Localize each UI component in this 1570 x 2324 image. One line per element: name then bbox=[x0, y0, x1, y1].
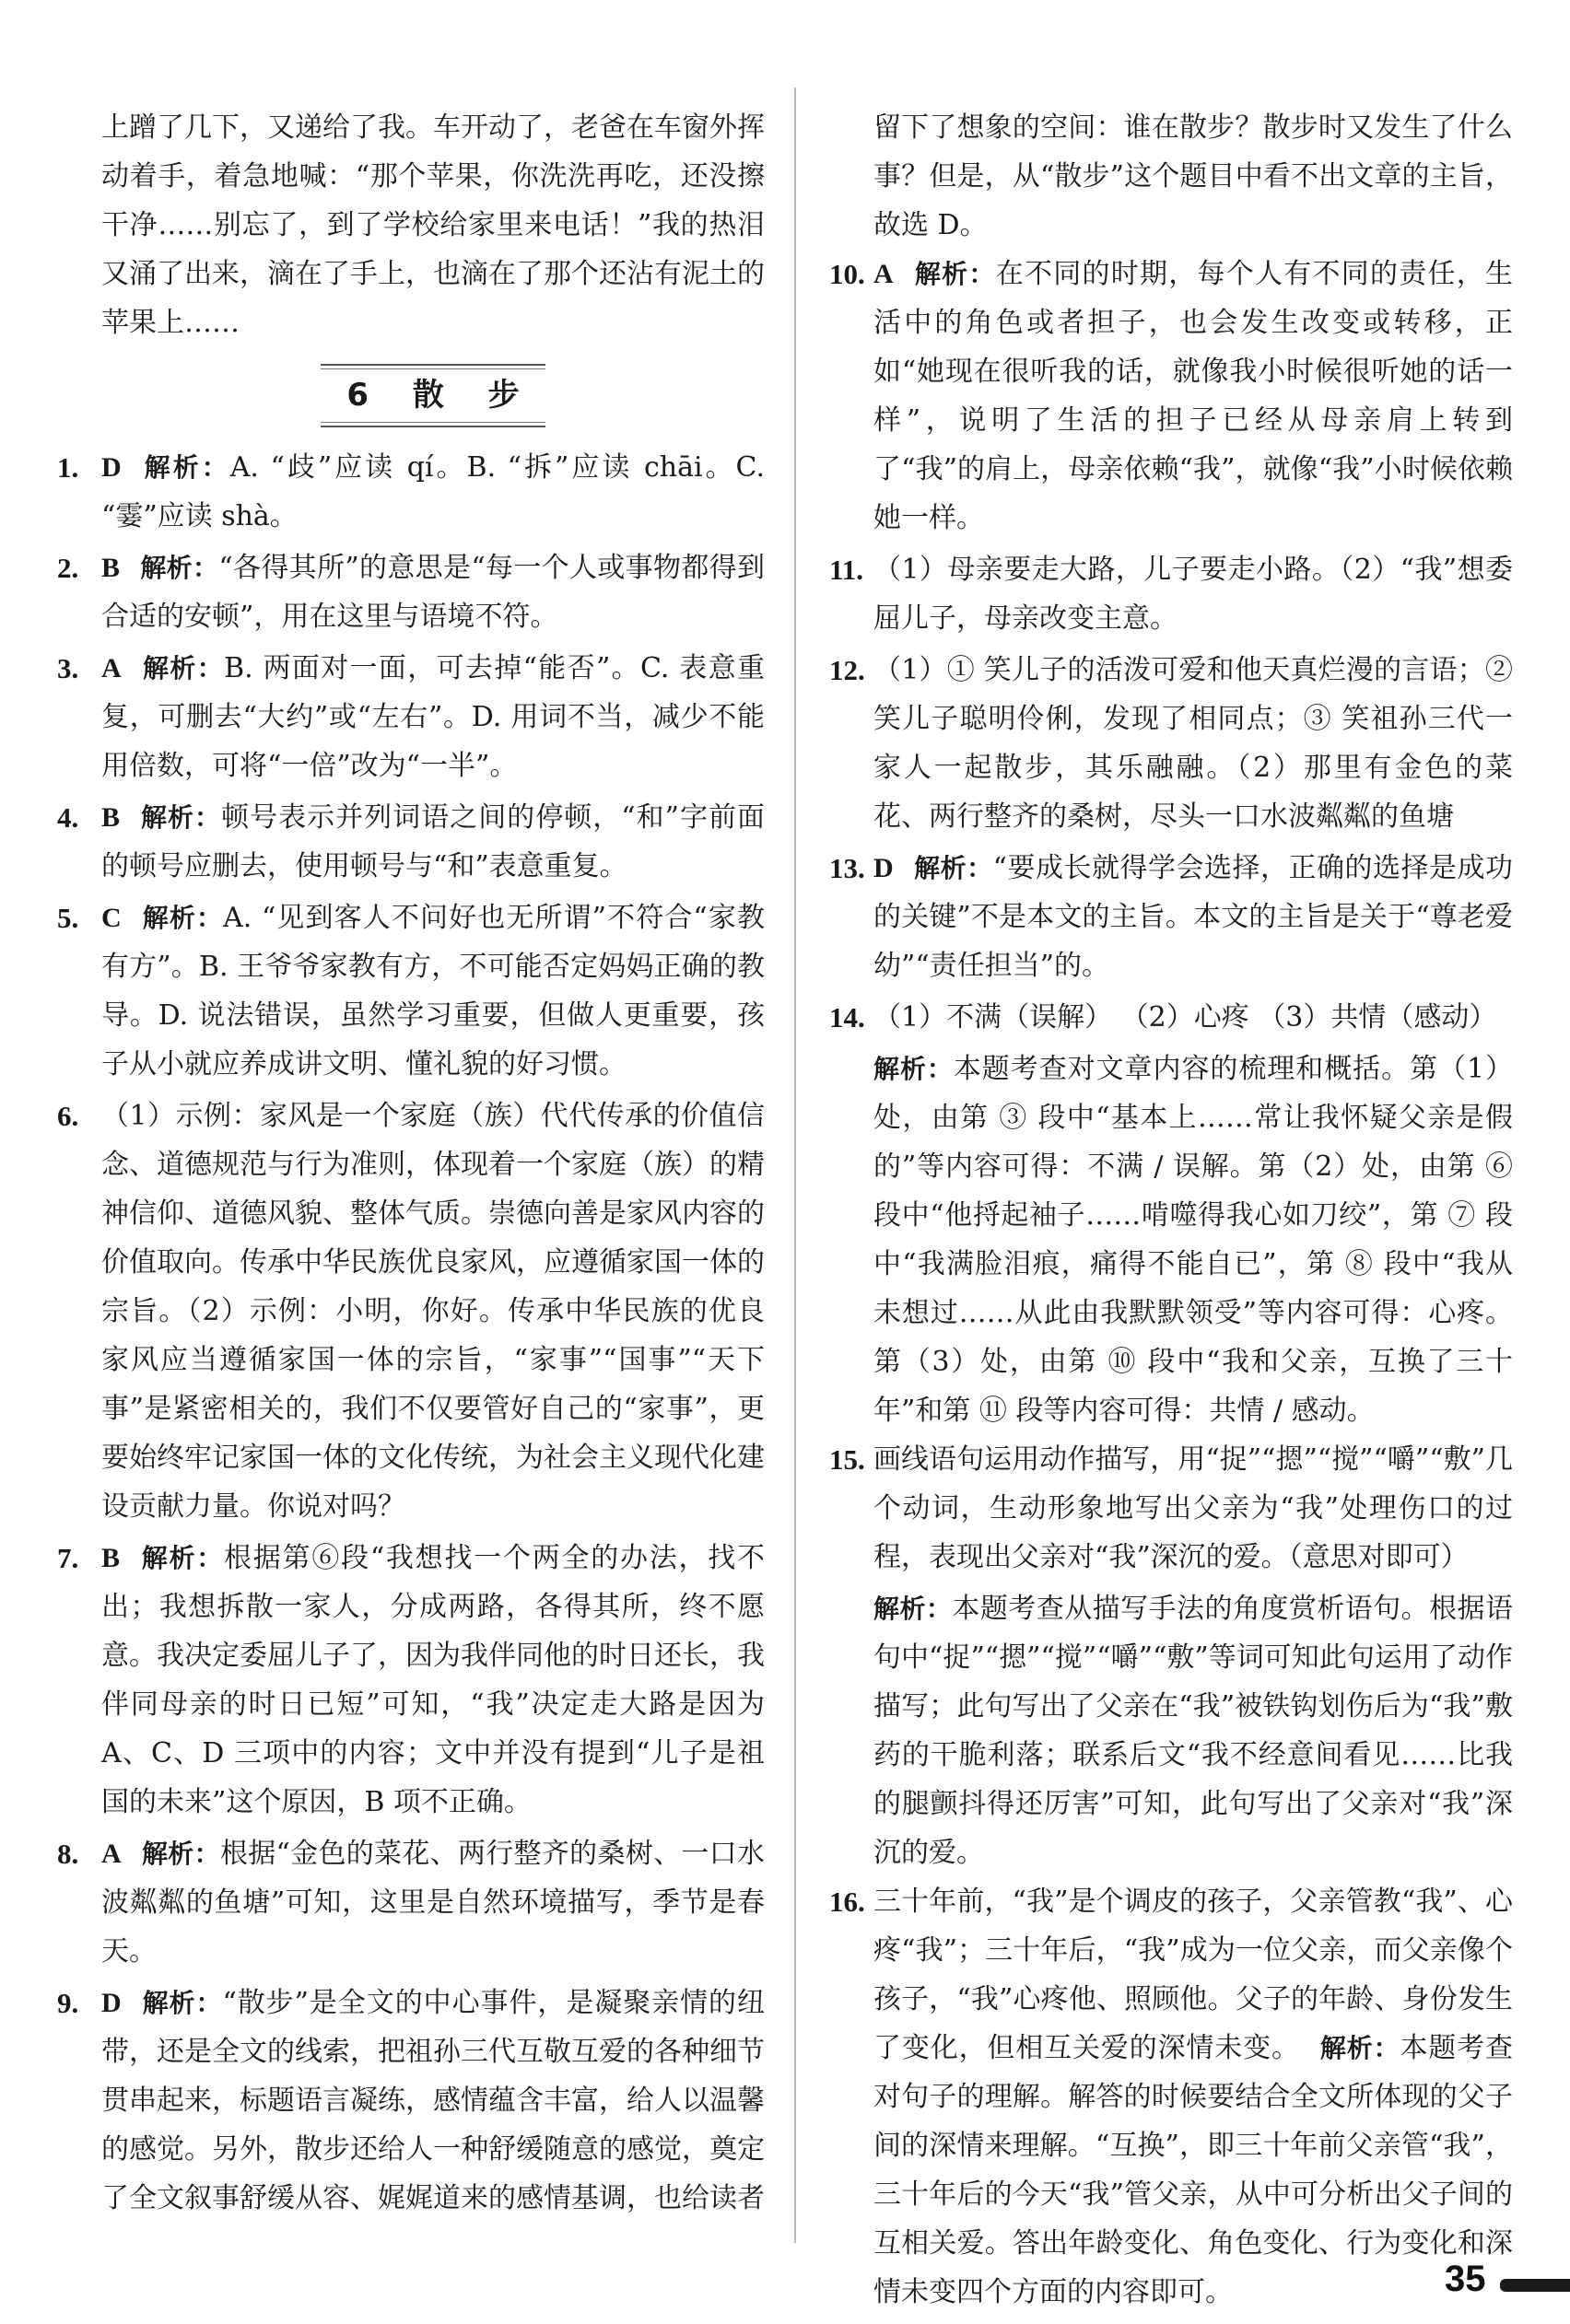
answer-letter: A bbox=[101, 1839, 122, 1869]
item-number: 4. bbox=[57, 801, 79, 834]
answer-item-13 bbox=[829, 844, 1513, 990]
analysis-label: 解析： bbox=[140, 553, 219, 583]
item-number: 1. bbox=[57, 451, 79, 484]
analysis-text: B. 两面对一面，可去掉“能否”。C. 表意重复，可删去“大约”或“左右”。D. 用词不当，减少不能用倍数，可将“一倍”改为“一半”。 bbox=[101, 652, 765, 782]
item-number: 14. bbox=[829, 1001, 865, 1034]
answer-text: 画线语句运用动作描写，用“捉”“摁”“搅”“嚼”“敷”几个动词，生动形象地写出父亲为“我”处理伤口的过程，表现出父亲对“我”深沉的爱。（意思对即可） bbox=[873, 1443, 1513, 1573]
item-number: 6. bbox=[57, 1100, 79, 1132]
answer-letter: B bbox=[101, 802, 121, 833]
answer-letter: D bbox=[101, 452, 122, 483]
answer-letter: B bbox=[101, 553, 121, 583]
analysis-text: A. “歧”应读 qí。B. “拆”应读 chāi。C. “霎”应读 shà。 bbox=[101, 451, 765, 532]
item-number: 15. bbox=[829, 1443, 865, 1476]
answer-item-8 bbox=[57, 1829, 765, 1976]
analysis-label: 解析： bbox=[873, 1054, 954, 1084]
item-number: 13. bbox=[829, 852, 865, 884]
analysis-paragraph-15 bbox=[829, 1584, 1513, 1877]
answer-item-16 bbox=[829, 1877, 1513, 2317]
analysis-label: 解析： bbox=[141, 653, 225, 683]
item-number: 10. bbox=[829, 258, 865, 290]
answer-item-6 bbox=[57, 1092, 765, 1531]
answer-letter: D bbox=[101, 1988, 122, 2018]
answer-text: （1）示例：家风是一个家庭（族）代代传承的价值信念、道德规范与行为准则，体现着一个家庭（族）的精神信仰、道德风貌、整体气质。崇德向善是家风内容的价值取向。传承中华民族优良家风，应遵循家国一体的宗旨。（2）示例：小明，你好。传承中华民族的优良家风应当遵循家国一体的宗旨，“家事”“国事”“天下事”是紧密相关的，我们不仅要管好自己的“家事”，更要始终牢记家国一体的文化传统，为社会主义现代化建设贡献力量。你说对吗？ bbox=[101, 1100, 765, 1523]
analysis-text: “各得其所”的意思是“每一个人或事物都得到合适的安顿”，用在这里与语境不符。 bbox=[101, 552, 765, 633]
analysis-text: “散步”是全文的中心事件，是凝聚亲情的纽带，还是全文的线索，把祖孙三代互敬互爱的各种细节贯串起来，标题语言凝练，感情蕴含丰富，给人以温馨的感觉。另外，散步还给人一种舒缓随意的感觉，奠定了全文叙事舒缓从容、娓娓道来的感情基调，也给读者 bbox=[101, 1987, 765, 2214]
answer-text: （1）不满（误解） （2）心疼 （3）共情（感动） bbox=[873, 1001, 1497, 1034]
analysis-label: 解析： bbox=[141, 903, 224, 933]
answer-letter: C bbox=[101, 903, 122, 933]
intro-paragraph: 上蹭了几下，又递给了我。车开动了，老爸在车窗外挥动着手，着急地喊：“那个苹果，你洗洗再吃，还没擦干净……别忘了，到了学校给家里来电话！”我的热泪又涌了出来，滴在了手上，也滴在了那个还沾有泥土的苹果上…… bbox=[101, 111, 765, 339]
analysis-label: 解析： bbox=[140, 1543, 225, 1573]
analysis-text: 在不同的时期，每个人有不同的责任，生活中的角色或者担子，也会发生改变或转移，正如“她现在很听我的话，就像我小时候很听她的话一样”，说明了生活的担子已经从母亲肩上转到了“我”的肩上，母亲依赖“我”，就像“我”小时候依赖她一样。 bbox=[873, 258, 1513, 534]
item-number: 3. bbox=[57, 652, 79, 684]
analysis-label: 解析： bbox=[873, 1594, 953, 1624]
answer-letter: A bbox=[873, 259, 894, 289]
item-number: 11. bbox=[829, 554, 864, 586]
analysis-label: 解析： bbox=[141, 452, 230, 483]
item-number: 5. bbox=[57, 902, 79, 934]
analysis-text: 本题考查对句子的理解。解答的时候要结合全文所体现的父子间的深情来理解。“互换”，即三十年前父亲管“我”，三十年后的今天“我”管父亲，从中可分析出父子间的互相关爱。答出年龄变化、角色变化、行为变化和深情未变四个方面的内容即可。 bbox=[873, 2032, 1514, 2308]
analysis-text: 顿号表示并列词语之间的停顿，“和”字前面的顿号应删去，使用顿号与“和”表意重复。 bbox=[101, 801, 765, 882]
answer-item-7 bbox=[57, 1534, 765, 1827]
analysis-label: 解析： bbox=[913, 259, 996, 289]
answer-item-15 bbox=[829, 1435, 1513, 1582]
answer-item-10 bbox=[829, 250, 1513, 543]
answer-item-3 bbox=[57, 644, 765, 790]
answer-item-9 bbox=[57, 1979, 765, 2223]
answer-item-11 bbox=[829, 545, 1513, 643]
section-header bbox=[101, 353, 765, 438]
item-number: 16. bbox=[829, 1886, 865, 1918]
answer-letter: D bbox=[873, 853, 894, 883]
answer-text: 三十年前，“我”是个调皮的孩子，父亲管教“我”、心疼“我”；三十年后，“我”成为一位父亲，而父亲像个孩子，“我”心疼他、照顾他。父子的年龄、身份发生了变化，但相互关爱的深情未变。 bbox=[873, 1886, 1513, 2064]
column-divider bbox=[794, 88, 796, 2243]
item-number: 7. bbox=[57, 1542, 79, 1574]
page-number: 35 bbox=[1445, 2259, 1486, 2299]
item-number: 9. bbox=[57, 1987, 79, 2019]
answer-text: （1）① 笑儿子的活泼可爱和他天真烂漫的言语；② 笑儿子聪明伶俐，发现了相同点；③ 笑祖孙三代一家人一起散步，其乐融融。（2）那里有金色的菜花、两行整齐的桑树，尽头一口水波粼粼的鱼塘 bbox=[873, 654, 1513, 833]
item-number: 12. bbox=[829, 654, 865, 686]
answer-item-5 bbox=[57, 893, 765, 1089]
analysis-label: 解析： bbox=[140, 802, 222, 833]
analysis-label: 解析： bbox=[141, 1839, 220, 1869]
analysis-text: “要成长就得学会选择，正确的选择是成功的关键”不是本文的主旨。本文的主旨是关于“尊老爱幼”“责任担当”的。 bbox=[873, 852, 1513, 982]
analysis-text: 本题考查从描写手法的角度赏析语句。根据语句中“捉”“摁”“搅”“嚼”“敷”等词可知此句运用了动作描写；此句写出了父亲在“我”被铁钩划伤后为“我”敷药的干脆利落；联系后文“我不经意间看见……比我的腿颤抖得还厉害”可知，此句写出了父亲对“我”深沉的爱。 bbox=[873, 1593, 1513, 1869]
analysis-label: 解析： bbox=[1319, 2033, 1400, 2063]
analysis-text: 根据第⑥段“我想找一个两全的办法，找不出；我想拆散一家人，分成两路，各得其所，终不愿意。我决定委屈儿子了，因为我伴同他的时日还长，我伴同母亲的时日已短”可知，“我”决定走大路是因为 A、C、D 三项中的内容；文中并没有提到“儿子是祖国的未来”这个原因，B 项不正确。 bbox=[101, 1542, 765, 1818]
answer-text: （1）母亲要走大路，儿子要走小路。（2）“我”想委屈儿子，母亲改变主意。 bbox=[873, 554, 1513, 635]
answer-letter: A bbox=[101, 653, 122, 683]
section-title: 6 散 步 bbox=[321, 364, 545, 427]
right-column bbox=[829, 103, 1513, 2319]
analysis-label: 解析： bbox=[141, 1988, 223, 2018]
continuation-paragraph: 留下了想象的空间：谁在散步？散步时又发生了什么事？但是，从“散步”这个题目中看不出文章的主旨，故选 D。 bbox=[873, 111, 1513, 241]
left-column bbox=[57, 103, 765, 2225]
page-number-bar bbox=[1500, 2279, 1570, 2292]
answer-letter: B bbox=[101, 1543, 121, 1573]
answer-item-12 bbox=[829, 646, 1513, 841]
answer-item-14 bbox=[829, 993, 1513, 1042]
analysis-text: 本题考查对文章内容的梳理和概括。第（1）处，由第 ③ 段中“基本上……常让我怀疑父亲是假的”等内容可得：不满 / 误解。第（2）处，由第 ⑥ 段中“他捋起袖子……啃噬得我心如刀绞”，第 ⑦ 段中“我满脸泪痕，痛得不能自已”，第 ⑧ 段中“我从未想过……从此由我默默领受”等内容可得：心疼。第（3）处，由第 ⑩ 段中“我和父亲，互换了三十年”和第 ⑪ 段等内容可得：共情 / 感动。 bbox=[873, 1053, 1513, 1427]
item-number: 8. bbox=[57, 1838, 79, 1870]
answer-item-2 bbox=[57, 543, 765, 641]
answer-item-1 bbox=[57, 443, 765, 541]
analysis-paragraph-14 bbox=[829, 1045, 1513, 1435]
analysis-label: 解析： bbox=[913, 853, 993, 883]
item-number: 2. bbox=[57, 552, 79, 584]
analysis-text: A. “见到客人不问好也无所谓”不符合“家教有方”。B. 王爷爷家教有方，不可能否定妈妈正确的教导。D. 说法错误，虽然学习重要，但做人更重要，孩子从小就应养成讲文明、懂礼貌的好习惯。 bbox=[101, 902, 765, 1080]
analysis-text: 根据“金色的菜花、两行整齐的桑树、一口水波粼粼的鱼塘”可知，这里是自然环境描写，季节是春天。 bbox=[101, 1838, 765, 1968]
answer-item-4 bbox=[57, 793, 765, 891]
